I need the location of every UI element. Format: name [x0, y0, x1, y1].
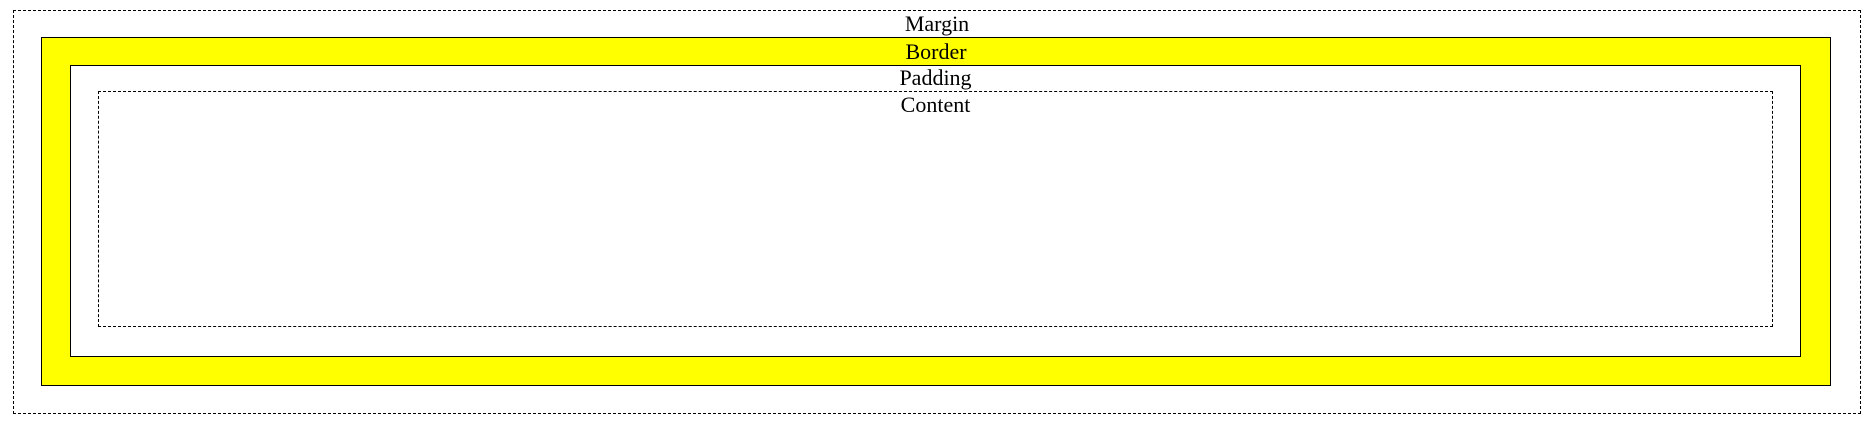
content-label: Content — [900, 92, 971, 117]
border-label: Border — [905, 39, 967, 64]
padding-label: Padding — [899, 65, 972, 90]
content-box — [98, 91, 1773, 327]
margin-label: Margin — [904, 11, 970, 36]
